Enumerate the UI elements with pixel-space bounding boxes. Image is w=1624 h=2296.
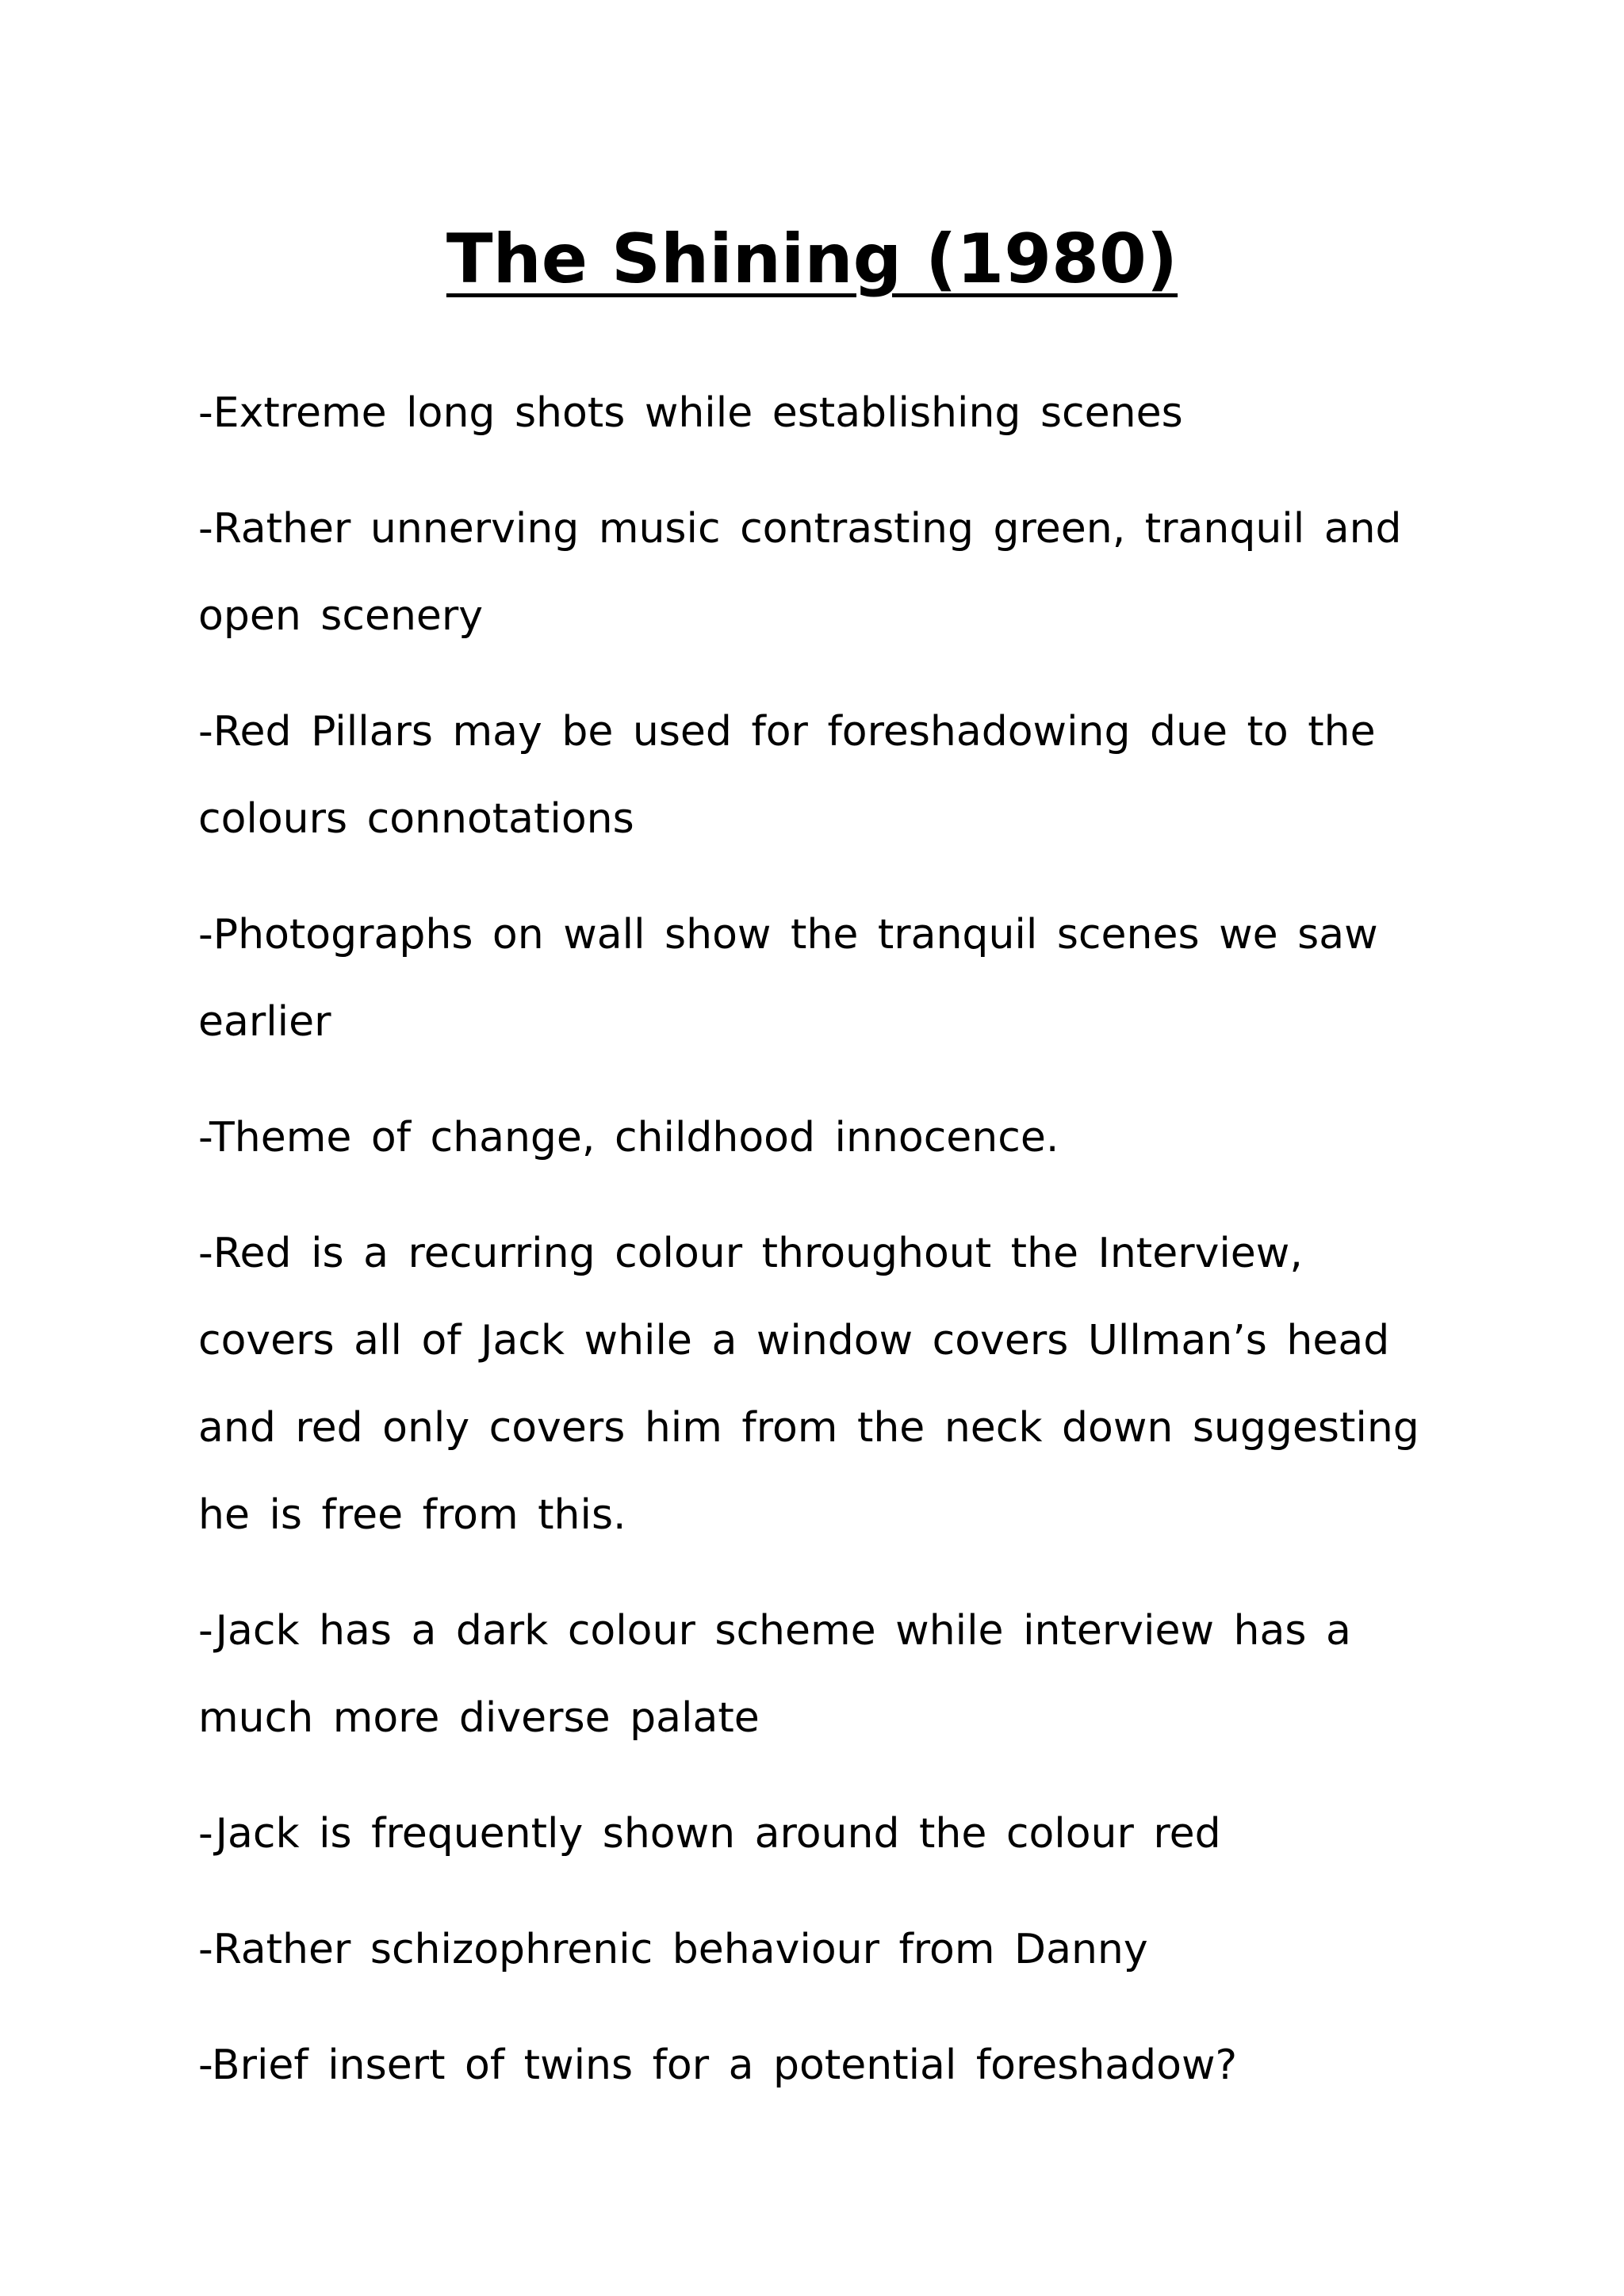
note-item: -Rather unnerving music contrasting green, tranquil and open scenery xyxy=(198,505,1402,640)
note-item: -Jack has a dark colour scheme while interview has a much more diverse palate xyxy=(198,1607,1351,1742)
note-item: -Brief insert of twins for a potential foreshadow? xyxy=(198,2042,1238,2089)
note-item: -Theme of change, childhood innocence. xyxy=(198,1114,1059,1161)
note-item: -Jack is frequently shown around the colour red xyxy=(198,1810,1221,1858)
document-title: The Shining (1980) xyxy=(446,220,1178,299)
notes-list xyxy=(198,369,1435,2137)
note-item: -Red is a recurring colour throughout the Interview, covers all of Jack while a window covers Ullman’s head and red only covers him from the neck down suggesting he is free from this. xyxy=(198,1230,1419,1539)
note-item: -Rather schizophrenic behaviour from Danny xyxy=(198,1926,1148,1973)
note-item: -Photographs on wall show the tranquil scenes we saw earlier xyxy=(198,911,1378,1046)
note-item: -Extreme long shots while establishing scenes xyxy=(198,389,1183,437)
note-item: -Red Pillars may be used for foreshadowing due to the colours connotations xyxy=(198,708,1376,843)
